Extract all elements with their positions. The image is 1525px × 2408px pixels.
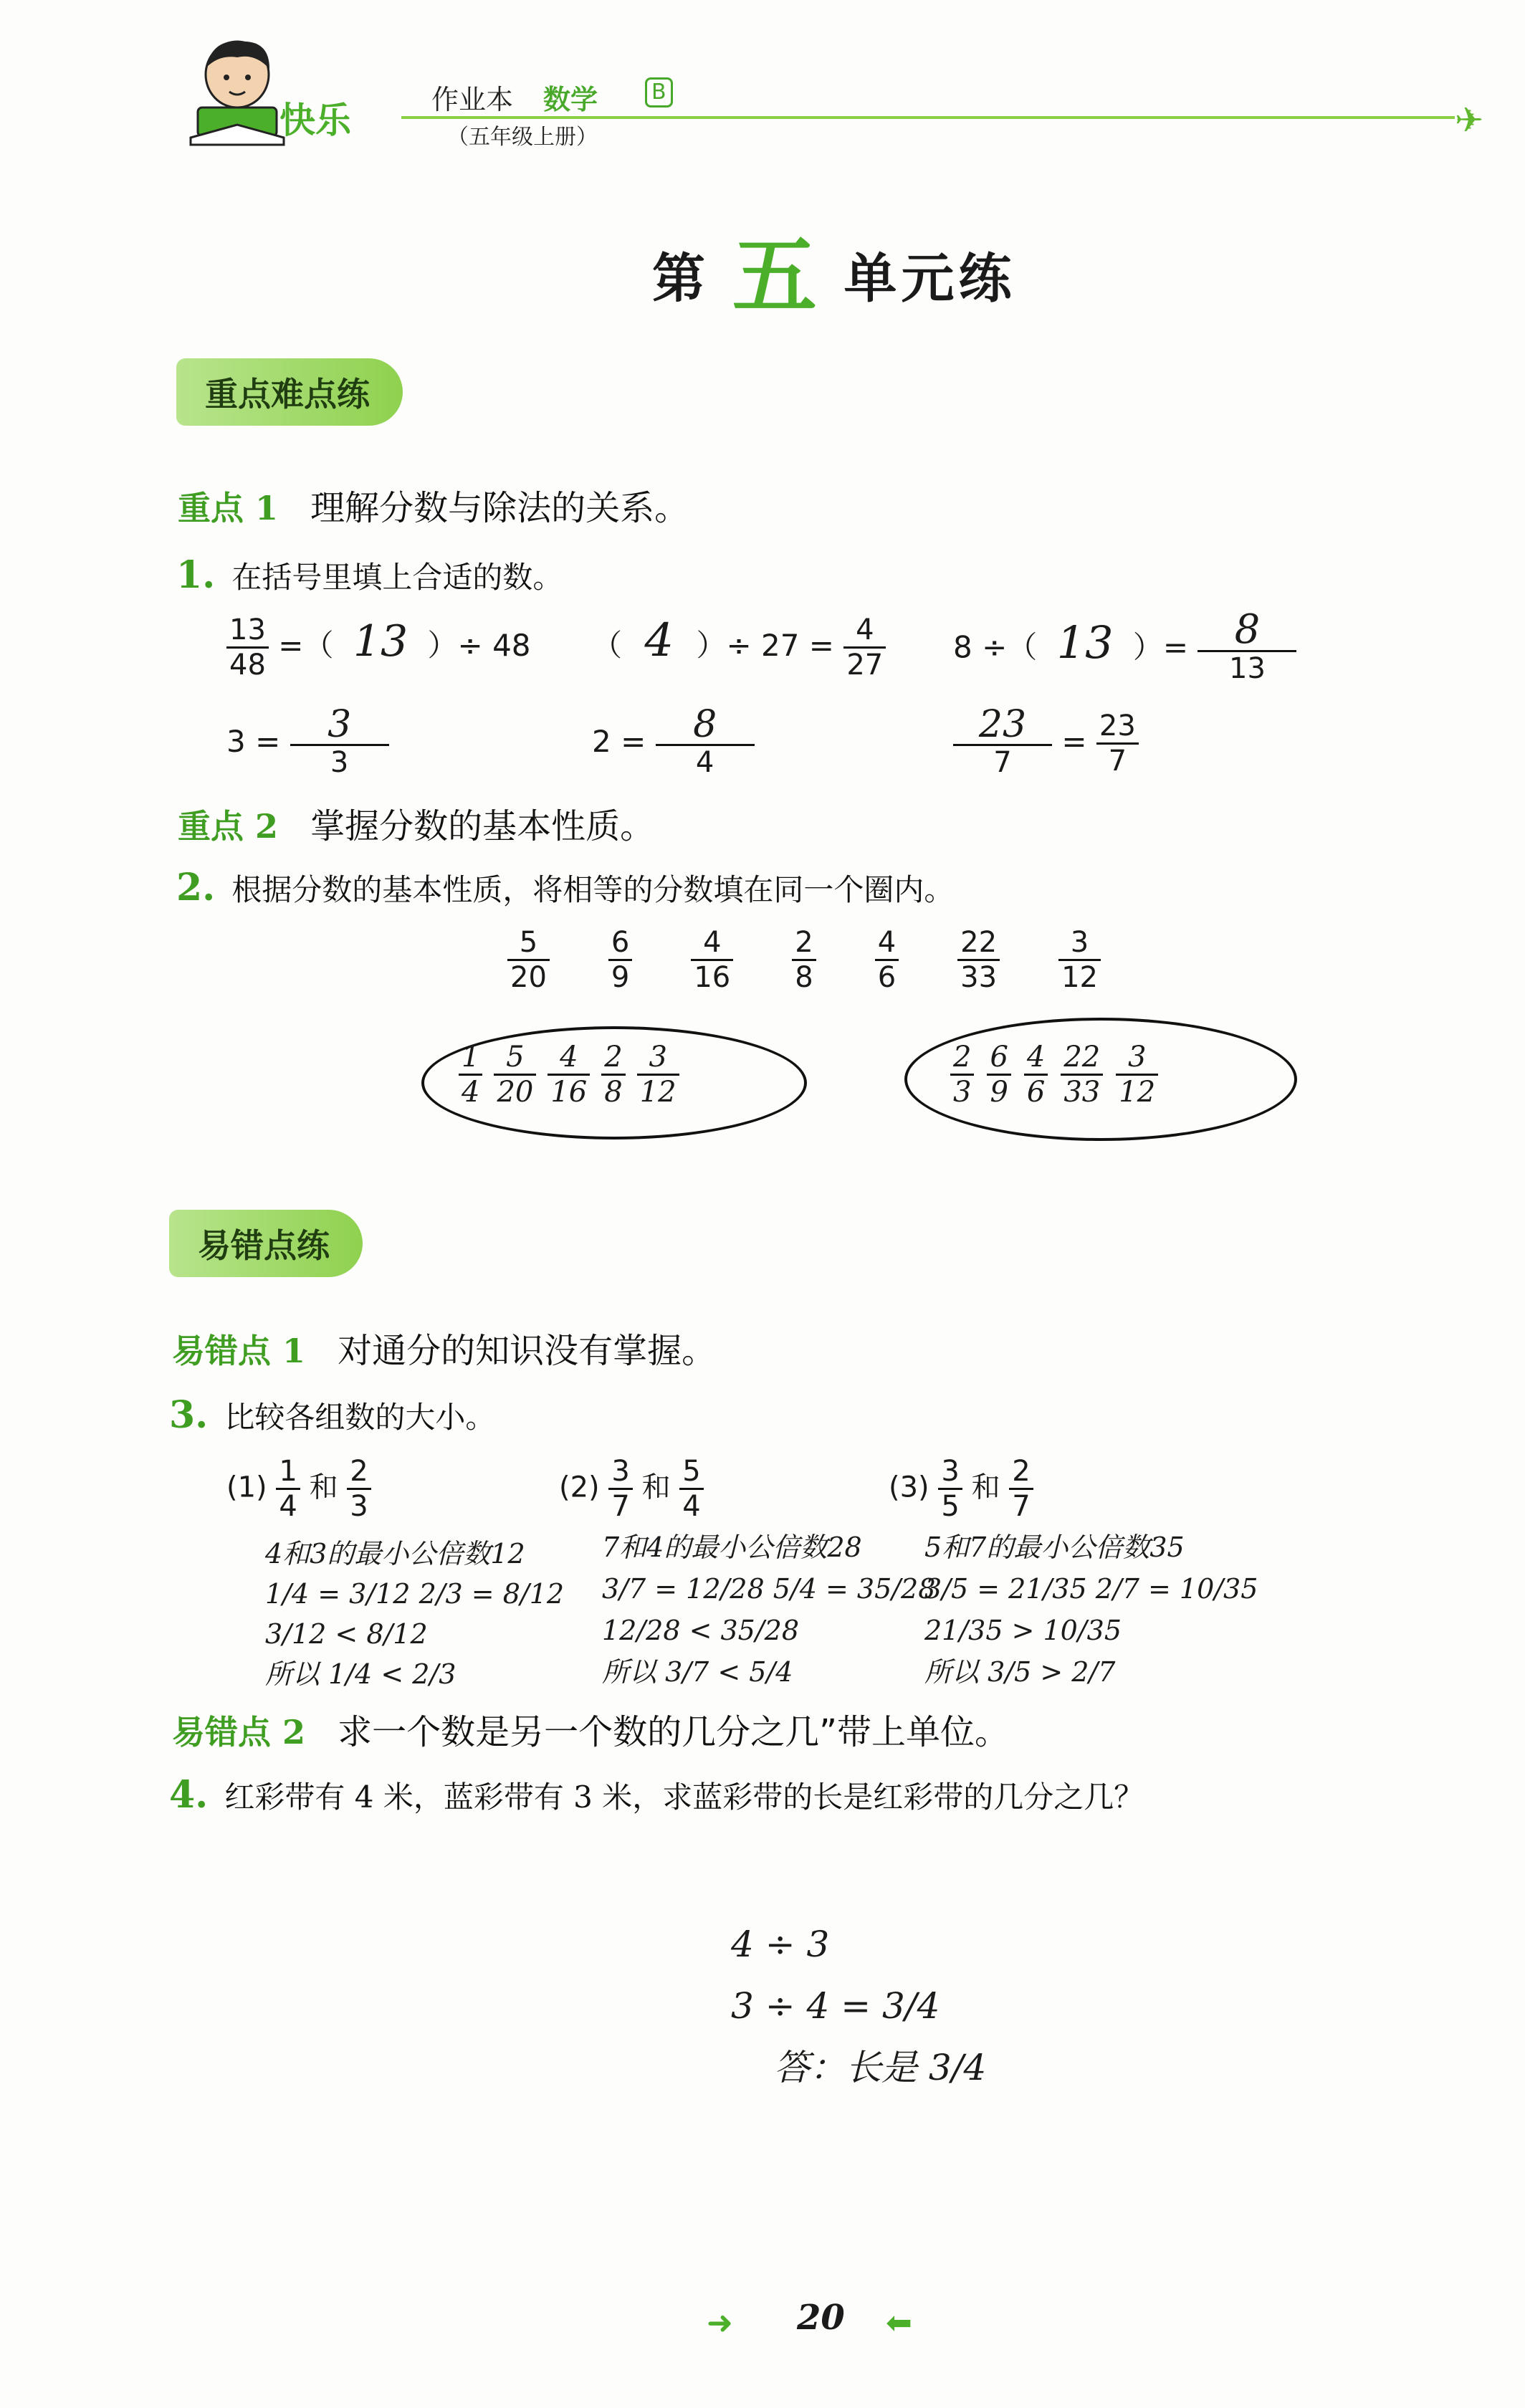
fraction: $\frac{3}{3}$	[290, 708, 389, 779]
q2-fraction-list	[507, 926, 1101, 994]
fraction: $\frac{4}{16}$	[691, 926, 733, 994]
error-point-1	[172, 1323, 716, 1372]
fraction: $\frac{4}{6}$	[875, 926, 899, 994]
question-4-number: 4.	[169, 1773, 209, 1817]
book-edition: B	[645, 77, 673, 108]
key-point-1-text: 理解分数与除法的关系。	[310, 488, 689, 528]
q3-group-3: (3) $\frac{3}{5}$ 和 $\frac{2}{7}$	[889, 1455, 1033, 1523]
q3-work-2: 7和4的最小公倍数28 3/7 = 12/28 5/4 = 35/28 12/28 < 35/28 所以 3/7 < 5/4	[602, 1532, 936, 1688]
q1-item-3: 8 ÷（ 13 ）= $\frac{8}{13}$	[953, 613, 1296, 685]
section-tab-key-points: 重点难点练	[176, 358, 403, 426]
book-subject: 数学	[543, 84, 598, 115]
fraction: $\frac{6}{9}$	[608, 926, 632, 994]
q1-item-2: （ 4 ）÷ 27 = $\frac{4}{27}$	[592, 613, 886, 682]
q3-group-2: (2) $\frac{3}{7}$ 和 $\frac{5}{4}$	[559, 1455, 704, 1523]
error-point-2	[172, 1704, 1009, 1754]
footer-left-arrow-icon: ⬅	[886, 2305, 912, 2341]
key-point-2-label: 重点 2	[178, 807, 279, 846]
airplane-icon: ✈	[1455, 100, 1484, 140]
question-2-text: 根据分数的基本性质，将相等的分数填在同一个圈内。	[231, 872, 955, 907]
circle-2-contents: $\frac{2}{3}$ $\frac{6}{9}$ $\frac{4}{6}$ $\frac{22}{33}$ $\frac{3}{12}$	[950, 1041, 1158, 1109]
key-point-2	[178, 798, 654, 848]
question-2-number: 2.	[176, 866, 216, 909]
fraction: $\frac{5}{20}$	[507, 926, 550, 994]
q1-item-5: 2 = $\frac{8}{4}$	[592, 708, 755, 779]
error-point-1-label: 易错点 1	[172, 1332, 306, 1370]
fraction: $\frac{8}{4}$	[656, 708, 755, 779]
handwritten-answer: 13	[1056, 616, 1114, 669]
unit-title-prefix: 第	[652, 248, 709, 310]
fraction: $\frac{23}{7}$	[1096, 710, 1139, 778]
question-3-number: 3.	[169, 1393, 209, 1437]
question-3-text: 比较各组数的大小。	[224, 1400, 496, 1435]
key-point-1-label: 重点 1	[178, 489, 279, 527]
unit-number: 五	[732, 226, 821, 325]
fraction: $\frac{3}{12}$	[1058, 926, 1101, 994]
q4-work: 4 ÷ 3 3 ÷ 4 = 3/4 答：长是 3/4	[731, 1924, 987, 2088]
q1-item-1: $\frac{13}{48}$ =（ 13 ）÷ 48	[226, 613, 531, 682]
q3-work-3: 5和7的最小公倍数35 3/5 = 21/35 2/7 = 10/35 21/35 > 10/35 所以 3/5 > 2/7	[924, 1532, 1258, 1688]
section-tab-error-points: 易错点练	[169, 1210, 363, 1277]
fraction: $\frac{8}{13}$	[1197, 613, 1296, 685]
q1-item-4: 3 = $\frac{3}{3}$	[226, 708, 389, 779]
page-number: 20	[797, 2298, 845, 2338]
q1-item-6: $\frac{23}{7}$ = $\frac{23}{7}$	[953, 708, 1139, 779]
question-4	[169, 1773, 1144, 1817]
book-title: 作业本	[431, 84, 514, 115]
book-grade: （五年级上册）	[447, 125, 598, 150]
fraction: $\frac{4}{27}$	[843, 613, 886, 682]
circle-1-contents: $\frac{1}{4}$ $\frac{5}{20}$ $\frac{4}{16}$ $\frac{2}{8}$ $\frac{3}{12}$	[459, 1041, 679, 1109]
unit-title	[652, 208, 1016, 330]
q3-work-1: 4和3的最小公倍数12 1/4 = 3/12 2/3 = 8/12 3/12 < 8/12 所以 1/4 < 2/3	[265, 1538, 565, 1690]
handwritten-answer: 13	[353, 616, 408, 666]
question-1-number: 1.	[176, 553, 216, 597]
key-point-2-text: 掌握分数的基本性质。	[310, 806, 655, 846]
unit-title-suffix: 单元练	[843, 248, 1016, 310]
question-1	[176, 553, 563, 597]
error-point-1-text: 对通分的知识没有掌握。	[338, 1331, 717, 1371]
footer-right-arrow-icon: ➜	[707, 2305, 733, 2341]
fraction: $\frac{22}{33}$	[957, 926, 1000, 994]
header-divider	[401, 116, 1455, 119]
question-1-text: 在括号里填上合适的数。	[231, 560, 563, 595]
logo-text: 快乐	[279, 100, 351, 141]
question-3	[169, 1393, 495, 1437]
key-point-1	[178, 480, 689, 530]
error-point-2-text: 求一个数是另一个数的几分之几”带上单位。	[338, 1712, 1009, 1752]
question-4-text: 红彩带有 4 米，蓝彩带有 3 米，求蓝彩带的长是红彩带的几分之几？	[224, 1779, 1144, 1815]
error-point-2-label: 易错点 2	[172, 1713, 306, 1752]
fraction: $\frac{2}{8}$	[792, 926, 816, 994]
fraction: $\frac{13}{48}$	[226, 613, 269, 682]
question-2	[176, 866, 954, 909]
fraction: $\frac{23}{7}$	[953, 708, 1052, 779]
q3-group-1: (1) $\frac{1}{4}$ 和 $\frac{2}{3}$	[226, 1455, 371, 1523]
handwritten-answer: 4	[644, 614, 674, 667]
